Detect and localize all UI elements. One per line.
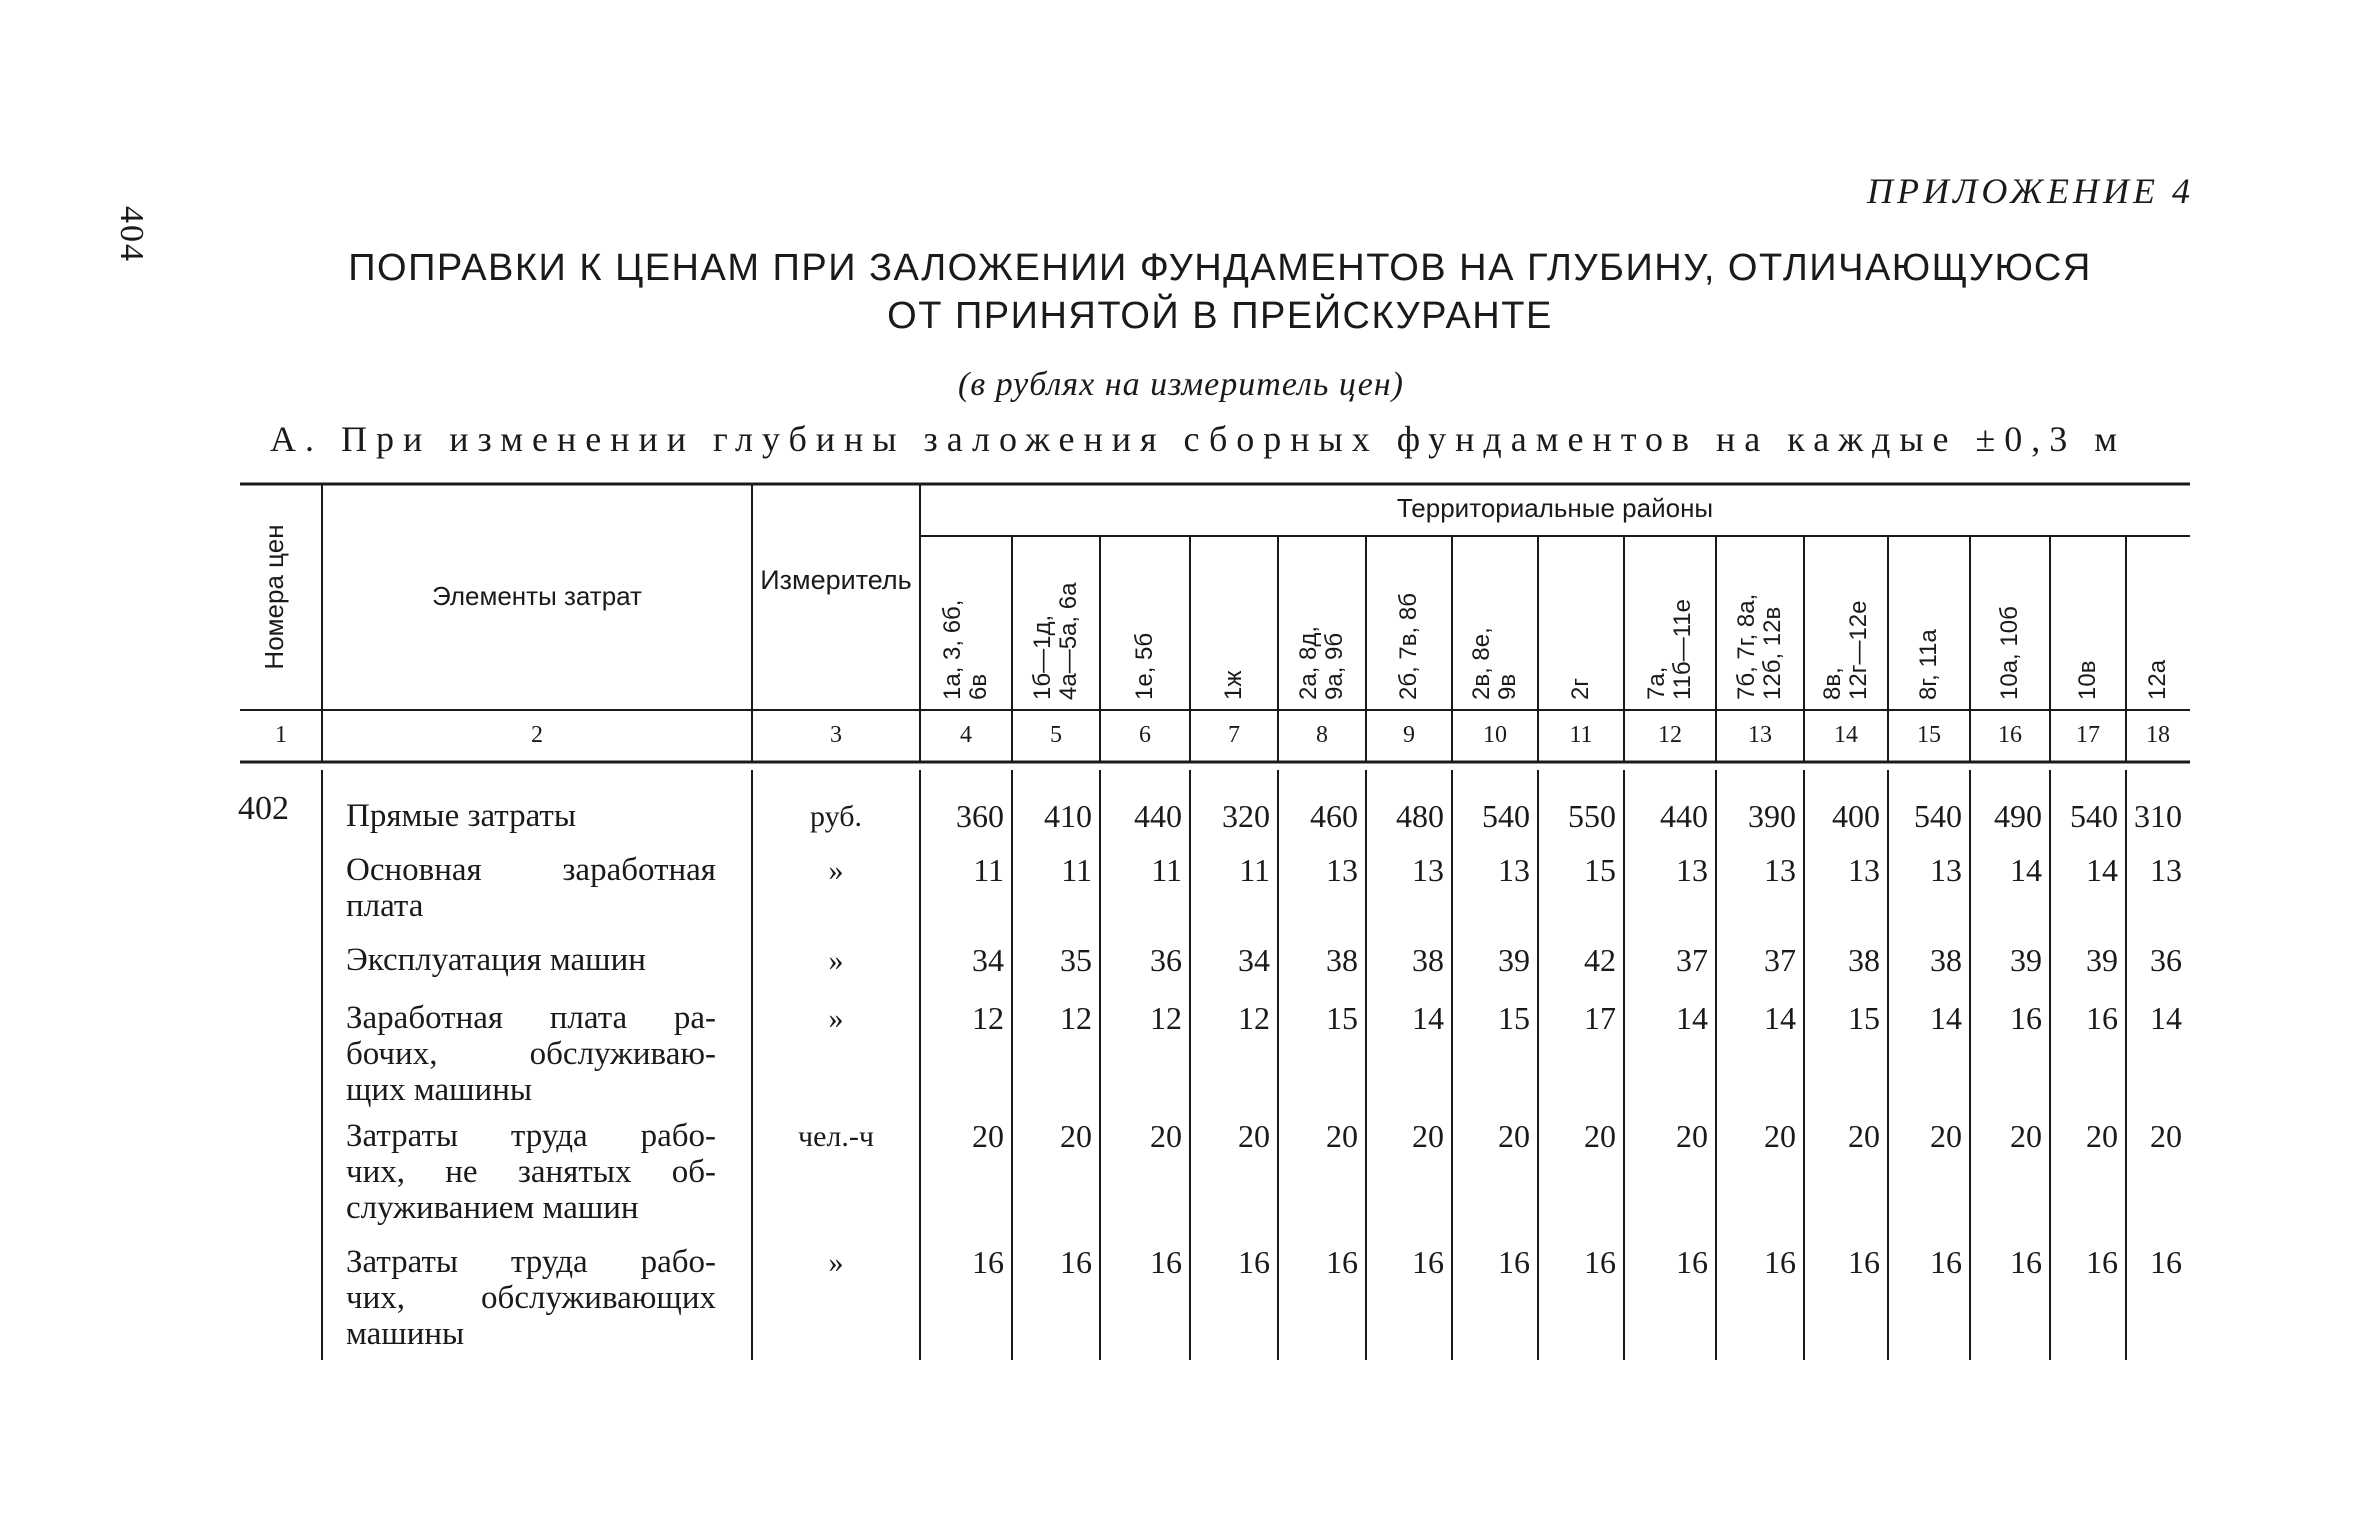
column-number: 18	[2146, 722, 2170, 748]
table-cell: 14	[1930, 1000, 1962, 1036]
table-cell: 15	[1584, 852, 1616, 888]
district-header	[1734, 550, 1786, 700]
table-cell: 16	[1412, 1244, 1444, 1280]
row-label-line: щих машины	[346, 1072, 533, 1108]
table-cell: 16	[2086, 1244, 2118, 1280]
table-cell: 42	[1584, 942, 1616, 978]
district-header	[2145, 550, 2171, 700]
row-label-line: плата	[346, 888, 424, 924]
table-cell: 39	[1498, 942, 1530, 978]
district-header-line: 2а, 8д,	[1295, 625, 1322, 700]
table-cell: 39	[2010, 942, 2042, 978]
table-cell: 410	[1044, 798, 1092, 834]
table-cell: 12	[972, 1000, 1004, 1036]
table-cell: 20	[1764, 1118, 1796, 1154]
row-label-line: машины	[346, 1316, 465, 1352]
row-label-line: служиванием машин	[346, 1190, 639, 1226]
column-number: 16	[1998, 722, 2022, 748]
table-cell: 37	[1764, 942, 1796, 978]
table-cell: 37	[1676, 942, 1708, 978]
table-cell: 11	[1151, 852, 1182, 888]
table-cell: 20	[1930, 1118, 1962, 1154]
table-cell: 320	[1222, 798, 1270, 834]
district-header-line: 7б, 7г, 8а,	[1733, 593, 1760, 700]
row-unit: »	[828, 854, 844, 887]
district-header	[2075, 550, 2101, 700]
table-cell: 15	[1848, 1000, 1880, 1036]
elements-header: Элементы затрат	[432, 581, 642, 611]
row-unit: »	[828, 1002, 844, 1035]
district-header-line: 11б—11е	[1669, 599, 1696, 700]
table-cell: 14	[2150, 1000, 2182, 1036]
column-number: 6	[1139, 722, 1151, 748]
appendix-label: ПРИЛОЖЕНИЕ 4	[1867, 171, 2194, 211]
table-cell: 20	[1150, 1118, 1182, 1154]
price-numbers-header: Номера цен	[259, 524, 289, 670]
row-label	[346, 1118, 716, 1226]
table-cell: 14	[2010, 852, 2042, 888]
table-cell: 20	[1238, 1118, 1270, 1154]
table-cell: 12	[1238, 1000, 1270, 1036]
district-header	[1568, 550, 1594, 700]
table-cell: 16	[2150, 1244, 2182, 1280]
subtitle: (в рублях на измеритель цен)	[958, 366, 1404, 403]
district-header	[1396, 550, 1422, 700]
table-cell: 35	[1060, 942, 1092, 978]
column-number: 1	[275, 722, 287, 748]
table-cell: 480	[1396, 798, 1444, 834]
row-label	[346, 798, 716, 834]
column-number: 4	[960, 722, 972, 748]
district-header-line: 1ж	[1220, 670, 1247, 700]
table-cell: 16	[1060, 1244, 1092, 1280]
table-cell: 14	[1764, 1000, 1796, 1036]
column-number: 14	[1834, 722, 1858, 748]
table-cell: 11	[1239, 852, 1270, 888]
table-cell: 16	[1238, 1244, 1270, 1280]
section-heading: А. При изменении глубины заложения сборных фундаментов на каждые ±0,3 м	[270, 419, 2127, 459]
column-number: 12	[1658, 722, 1682, 748]
table-cell: 16	[2086, 1000, 2118, 1036]
district-header-line: 9а, 9б	[1321, 632, 1348, 700]
district-header	[1469, 550, 1521, 700]
district-header-line: 7а,	[1643, 666, 1670, 700]
table-cell: 490	[1994, 798, 2042, 834]
row-unit: »	[828, 1246, 844, 1279]
district-header	[1132, 550, 1158, 700]
table-cell: 13	[1848, 852, 1880, 888]
table-cell: 20	[972, 1118, 1004, 1154]
column-number: 2	[531, 722, 543, 748]
table-cell: 13	[1764, 852, 1796, 888]
table-cell: 16	[2010, 1000, 2042, 1036]
table-cell: 16	[1326, 1244, 1358, 1280]
table-cell: 36	[1150, 942, 1182, 978]
district-header-line: 6в	[965, 673, 992, 700]
district-header-line: 10в	[2074, 660, 2101, 700]
table-cell: 540	[2070, 798, 2118, 834]
table-cell: 34	[1238, 942, 1270, 978]
title-line-1: ПОПРАВКИ К ЦЕНАМ ПРИ ЗАЛОЖЕНИИ ФУНДАМЕНТОВ НА ГЛУБИНУ, ОТЛИЧАЮЩУЮСЯ	[348, 247, 2092, 289]
district-header	[1916, 550, 1942, 700]
table-cell: 13	[1498, 852, 1530, 888]
district-header-line: 10а, 10б	[1996, 606, 2023, 700]
table-cell: 13	[1412, 852, 1444, 888]
district-header	[1820, 550, 1872, 700]
table-cell: 12	[1060, 1000, 1092, 1036]
district-header-line: 12б, 12в	[1759, 606, 1786, 700]
table-cell: 14	[1412, 1000, 1444, 1036]
district-header	[1644, 550, 1696, 700]
column-number: 10	[1483, 722, 1507, 748]
district-header-line: 9в	[1494, 673, 1521, 700]
district-header	[1030, 550, 1082, 700]
table-cell: 38	[1326, 942, 1358, 978]
district-header	[940, 550, 992, 700]
district-header	[1296, 550, 1348, 700]
table-cell: 550	[1568, 798, 1616, 834]
district-header-line: 8в,	[1819, 667, 1846, 700]
row-label-line: Эксплуатация машин	[346, 942, 646, 978]
district-header-line: 8г, 11а	[1915, 629, 1942, 700]
table-cell: 16	[1498, 1244, 1530, 1280]
column-number: 9	[1403, 722, 1415, 748]
district-header-line: 1е, 5б	[1131, 632, 1158, 700]
table-cell: 20	[1498, 1118, 1530, 1154]
column-number: 5	[1050, 722, 1062, 748]
district-header-line: 1б—1д,	[1029, 614, 1056, 700]
table-cell: 390	[1748, 798, 1796, 834]
table-cell: 16	[1848, 1244, 1880, 1280]
table-cell: 360	[956, 798, 1004, 834]
row-label	[346, 1000, 716, 1108]
table-cell: 38	[1848, 942, 1880, 978]
table-cell: 16	[1764, 1244, 1796, 1280]
table-cell: 20	[2150, 1118, 2182, 1154]
district-header-line: 12а	[2144, 659, 2171, 700]
column-number: 17	[2076, 722, 2100, 748]
table-cell: 400	[1832, 798, 1880, 834]
table-cell: 11	[1061, 852, 1092, 888]
district-header-line: 2б, 7в, 8б	[1395, 593, 1422, 700]
row-label-line: Затраты труда рабо-	[346, 1118, 716, 1154]
price-number: 402	[238, 790, 289, 827]
table-cell: 15	[1326, 1000, 1358, 1036]
table-cell: 13	[1930, 852, 1962, 888]
table-cell: 310	[2134, 798, 2182, 834]
district-header-line: 4а—5а, 6а	[1055, 582, 1082, 700]
page-number: 404	[113, 206, 150, 263]
row-unit: чел.-ч	[798, 1120, 874, 1153]
table-cell: 12	[1150, 1000, 1182, 1036]
row-label-line: Прямые затраты	[346, 798, 577, 834]
table-cell: 16	[972, 1244, 1004, 1280]
table-cell: 20	[1676, 1118, 1708, 1154]
row-label	[346, 852, 716, 924]
table-cell: 20	[2010, 1118, 2042, 1154]
table-cell: 11	[973, 852, 1004, 888]
table-cell: 17	[1584, 1000, 1616, 1036]
table-cell: 460	[1310, 798, 1358, 834]
column-number: 13	[1748, 722, 1772, 748]
table-cell: 16	[1930, 1244, 1962, 1280]
table-cell: 38	[1412, 942, 1444, 978]
table-cell: 20	[1060, 1118, 1092, 1154]
district-header-line: 2в, 8е,	[1468, 627, 1495, 700]
row-label	[346, 942, 716, 978]
table-cell: 20	[1848, 1118, 1880, 1154]
table-cell: 20	[2086, 1118, 2118, 1154]
district-header	[1997, 550, 2023, 700]
table-cell: 36	[2150, 942, 2182, 978]
territorial-header: Территориальные районы	[1396, 493, 1714, 523]
table-cell: 540	[1914, 798, 1962, 834]
table-cell: 20	[1326, 1118, 1358, 1154]
table-cell: 16	[1150, 1244, 1182, 1280]
table-cell: 13	[1326, 852, 1358, 888]
table-cell: 39	[2086, 942, 2118, 978]
district-header-line: 2г	[1567, 677, 1594, 700]
table-cell: 20	[1412, 1118, 1444, 1154]
table-cell: 540	[1482, 798, 1530, 834]
table-cell: 13	[2150, 852, 2182, 888]
table-cell: 34	[972, 942, 1004, 978]
row-label	[346, 1244, 716, 1352]
row-label-line: чих, не занятых об-	[346, 1154, 716, 1190]
table-cell: 16	[1584, 1244, 1616, 1280]
row-label-line: Основная заработная	[346, 852, 716, 888]
column-number: 8	[1316, 722, 1328, 748]
table-cell: 38	[1930, 942, 1962, 978]
table-cell: 440	[1134, 798, 1182, 834]
table-cell: 13	[1676, 852, 1708, 888]
unit-header: Измеритель	[760, 565, 912, 595]
row-unit: руб.	[810, 800, 862, 833]
column-number: 15	[1917, 722, 1941, 748]
district-header-line: 12г—12е	[1845, 600, 1872, 700]
district-header-line: 1а, 3, 6б,	[939, 599, 966, 700]
table-cell: 16	[2010, 1244, 2042, 1280]
row-label-line: Затраты труда рабо-	[346, 1244, 716, 1280]
row-label-line: Заработная плата ра-	[346, 1000, 716, 1036]
table-cell: 14	[1676, 1000, 1708, 1036]
table-cell: 14	[2086, 852, 2118, 888]
district-header	[1221, 550, 1247, 700]
row-label-line: бочих, обслуживаю-	[346, 1036, 716, 1072]
table-cell: 15	[1498, 1000, 1530, 1036]
table-cell: 16	[1676, 1244, 1708, 1280]
column-number: 11	[1569, 722, 1593, 748]
row-label-line: чих, обслуживающих	[346, 1280, 716, 1316]
column-number: 3	[830, 722, 842, 748]
row-unit: »	[828, 944, 844, 977]
table-cell: 20	[1584, 1118, 1616, 1154]
column-number: 7	[1228, 722, 1240, 748]
table-cell: 440	[1660, 798, 1708, 834]
title-line-2: ОТ ПРИНЯТОЙ В ПРЕЙСКУРАНТЕ	[887, 295, 1553, 337]
